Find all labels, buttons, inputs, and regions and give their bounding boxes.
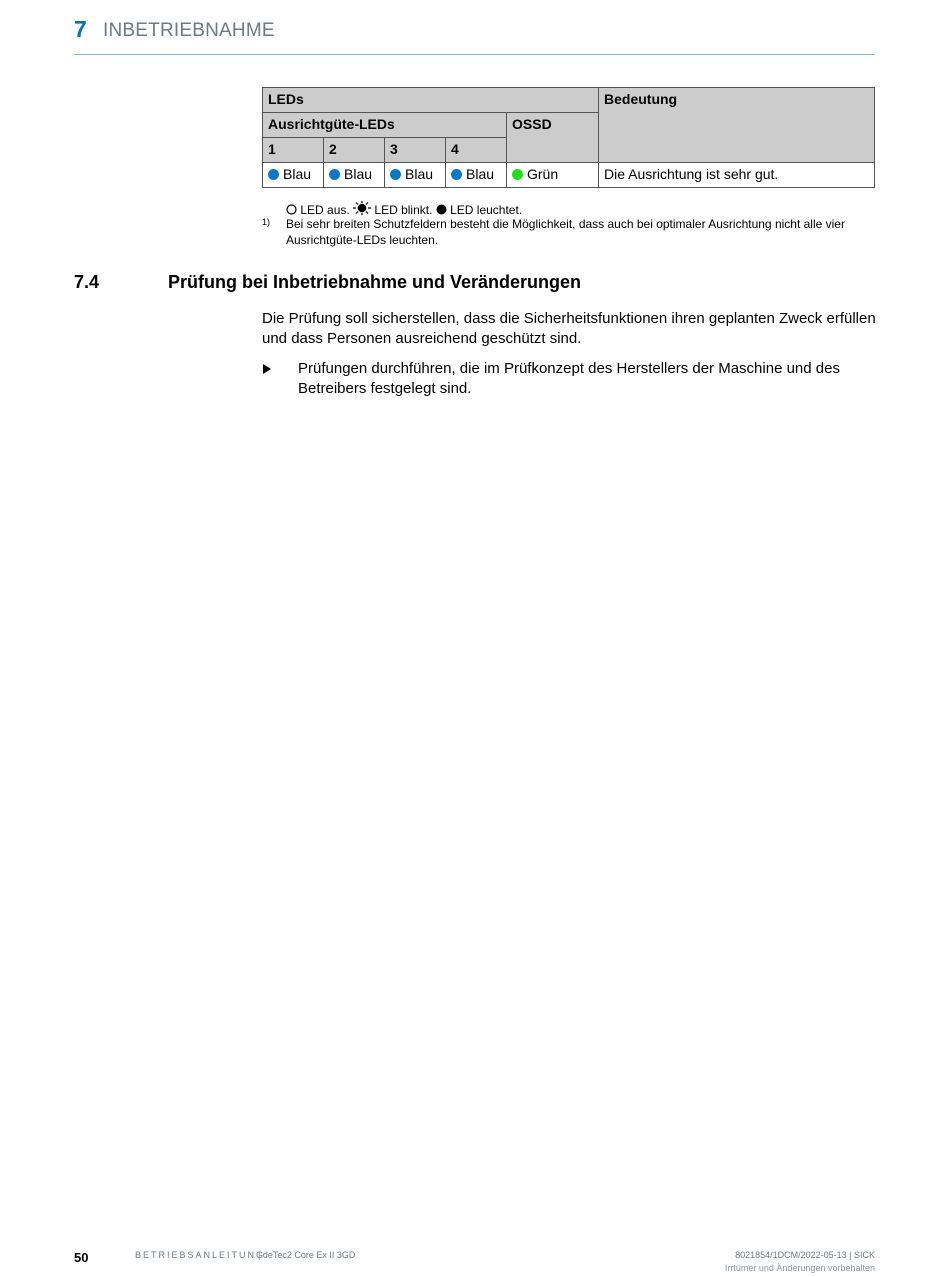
- chapter-header: [74, 16, 875, 55]
- ossd-cell: [507, 163, 599, 188]
- led-cell-2: [324, 163, 385, 188]
- footnote-mark: 1): [262, 217, 271, 227]
- header-col-4: 4: [446, 138, 507, 163]
- header-alignment-leds: Ausrichtgüte-LEDs: [263, 113, 507, 138]
- led-cell-3: [385, 163, 446, 188]
- table-row: [263, 163, 875, 188]
- led-off-icon: [286, 204, 297, 215]
- footer-product: | deTec2 Core Ex II 3GD: [258, 1250, 356, 1260]
- meaning-cell: Die Ausrichtung ist sehr gut.: [599, 163, 875, 188]
- blue-led-icon: [329, 169, 340, 180]
- header-col-3: 3: [385, 138, 446, 163]
- bullet-item: Prüfungen durchführen, die im Prüfkonzept des Herstellers der Maschine und des Betreibers festgelegt sind.: [298, 360, 840, 397]
- section-number: 7.4: [74, 272, 100, 292]
- led-cell-label: Blau: [283, 166, 312, 182]
- header-col-1: 1: [263, 138, 324, 163]
- legend-on: LED leuchtet.: [450, 203, 523, 217]
- green-led-icon: [512, 169, 523, 180]
- blue-led-icon: [390, 169, 401, 180]
- led-cell-label: Blau: [405, 166, 434, 182]
- footer-doc-type: BETRIEBSANLEITUNG: [135, 1250, 266, 1260]
- section-body: Die Prüfung soll sicherstellen, dass die Sicherheitsfunktionen ihren geplanten Zweck erfüllen und dass Personen ausreichend geschützt sind.: [262, 310, 876, 347]
- section-title: Prüfung bei Inbetriebnahme und Veränderungen: [168, 272, 582, 292]
- led-blink-icon: [353, 201, 371, 215]
- led-cell-label: Blau: [466, 166, 495, 182]
- page-number: 50: [74, 1250, 89, 1265]
- header-ossd: OSSD: [507, 113, 599, 163]
- triangle-bullet-icon: [262, 363, 272, 375]
- led-cell-4: [446, 163, 507, 188]
- header-meaning: Bedeutung: [599, 88, 875, 163]
- legend-off: LED aus.: [300, 203, 350, 217]
- chapter-title: INBETRIEBNAHME: [103, 20, 275, 41]
- header-leds: LEDs: [263, 88, 599, 113]
- led-cell-label: Blau: [344, 166, 373, 182]
- blue-led-icon: [268, 169, 279, 180]
- legend-blink: LED blinkt.: [374, 203, 433, 217]
- footer-doc-id: 8021854/1DCM/2022-05-13 | SICK: [735, 1250, 875, 1260]
- header-col-2: 2: [324, 138, 385, 163]
- led-cell-1: [263, 163, 324, 188]
- blue-led-icon: [451, 169, 462, 180]
- footnote-text: Bei sehr breiten Schutzfeldern besteht die Möglichkeit, dass auch bei optimaler Ausrichtung nicht alle vier Ausrichtgüte-LEDs leuchten.: [286, 217, 845, 247]
- ossd-label: Grün: [527, 166, 559, 182]
- footer-note: Irrtümer und Änderungen vorbehalten: [724, 1263, 875, 1273]
- led-on-icon: [436, 204, 447, 215]
- led-table: [262, 87, 875, 188]
- chapter-number: 7: [74, 16, 87, 42]
